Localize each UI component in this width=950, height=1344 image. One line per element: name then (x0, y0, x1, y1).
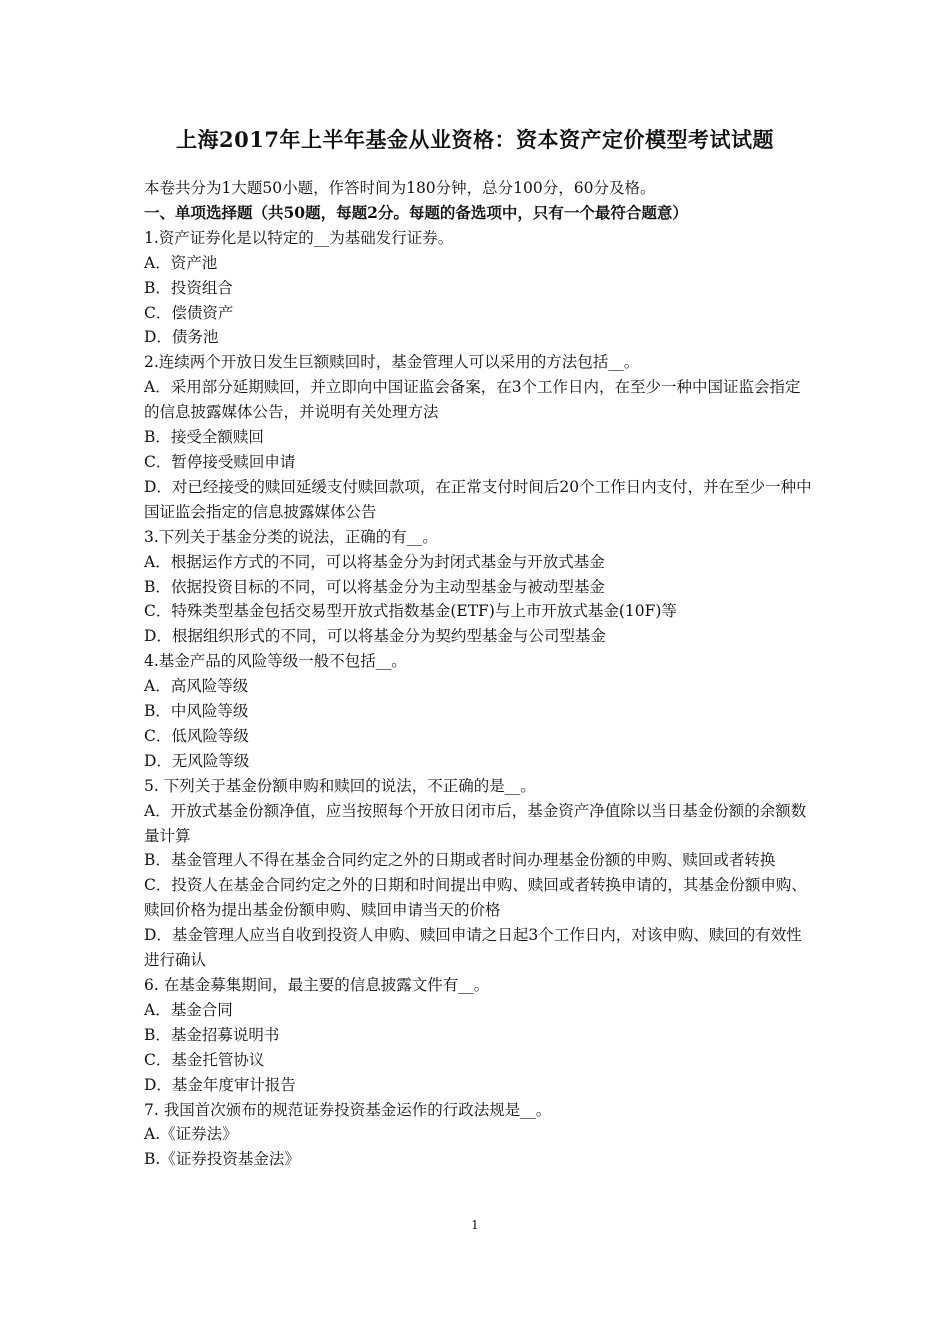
option: A．高风险等级 (144, 677, 249, 696)
option: C．暂停接受赎回申请 (144, 452, 296, 471)
option: B．基金管理人不得在基金合同约定之外的日期或者时间办理基金份额的申购、赎回或者转换 (144, 851, 776, 870)
question-stem: 7. 我国首次颁布的规范证券投资基金运作的行政法规是__。 (144, 1100, 552, 1119)
option: D．基金年度审计报告 (144, 1075, 296, 1094)
option: A．资产池 (144, 253, 218, 272)
section-heading: 一、单项选择题（共50题，每题2分。每题的备选项中，只有一个最符合题意） (144, 202, 688, 222)
question-stem: 4.基金产品的风险等级一般不包括__。 (144, 652, 407, 671)
option: D．根据组织形式的不同，可以将基金分为契约型基金与公司型基金 (144, 627, 606, 646)
question-stem: 2.连续两个开放日发生巨额赎回时，基金管理人可以采用的方法包括__。 (144, 353, 640, 372)
page-number: 1 (471, 1218, 479, 1232)
option: A．基金合同 (144, 1000, 233, 1019)
option: A．开放式基金份额净值，应当按照每个开放日闭市后，基金资产净值除以当日基金份额的余额数量计算 (144, 801, 807, 845)
option: B．基金招募说明书 (144, 1025, 280, 1044)
question (144, 973, 812, 1098)
question-stem: 6. 在基金募集期间，最主要的信息披露文件有__。 (144, 976, 490, 994)
option: B．接受全额赎回 (144, 428, 264, 447)
option: B．投资组合 (144, 278, 233, 297)
option: A．根据运作方式的不同，可以将基金分为封闭式基金与开放式基金 (144, 552, 605, 571)
exam-intro: 本卷共分为1大题50小题，作答时间为180分钟，总分100分，60分及格。 (144, 179, 656, 197)
question (144, 1098, 812, 1173)
option: C．偿债资产 (144, 303, 234, 322)
question-stem: 3.下列关于基金分类的说法，正确的有__。 (144, 527, 438, 546)
question-stem: 1.资产证券化是以特定的__为基础发行证券。 (144, 228, 454, 247)
document-body (144, 176, 812, 1172)
option: D．对已经接受的赎回延缓支付赎回款项，在正常支付时间后20个工作日内支付，并在至少一种中国证监会指定的信息披露媒体公告 (144, 477, 812, 521)
option: C．特殊类型基金包括交易型开放式指数基金(ETF)与上市开放式基金(10F)等 (144, 602, 677, 621)
option: A．采用部分延期赎回，并立即向中国证监会备案，在3个工作日内，在至少一种中国证监会指定的信息披露媒体公告，并说明有关处理方法 (144, 378, 801, 422)
option: C．低风险等级 (144, 726, 249, 745)
option: B.《证券投资基金法》 (144, 1150, 300, 1169)
question-stem: 5. 下列关于基金份额申购和赎回的说法，不正确的是__。 (144, 776, 536, 795)
question (144, 226, 812, 351)
option: B．中风险等级 (144, 702, 249, 721)
question (144, 649, 812, 774)
option: D．无风险等级 (144, 751, 250, 770)
question (144, 350, 812, 524)
option: D．基金管理人应当自收到投资人申购、赎回申请之日起3个工作日内，对该申购、赎回的有效性进行确认 (144, 926, 802, 970)
question (144, 525, 812, 650)
option: C．基金托管协议 (144, 1050, 265, 1069)
option: B．依据投资目标的不同，可以将基金分为主动型基金与被动型基金 (144, 577, 605, 596)
option: D．债务池 (144, 328, 219, 347)
option: A.《证券法》 (144, 1125, 238, 1144)
document-title: 上海2017年上半年基金从业资格：资本资产定价模型考试试题 (176, 127, 774, 152)
option: C．投资人在基金合同约定之外的日期和时间提出申购、赎回或者转换申请的，其基金份额申购、赎回价格为提出基金份额申购、赎回申请当天的价格 (144, 876, 807, 920)
question (144, 774, 812, 973)
